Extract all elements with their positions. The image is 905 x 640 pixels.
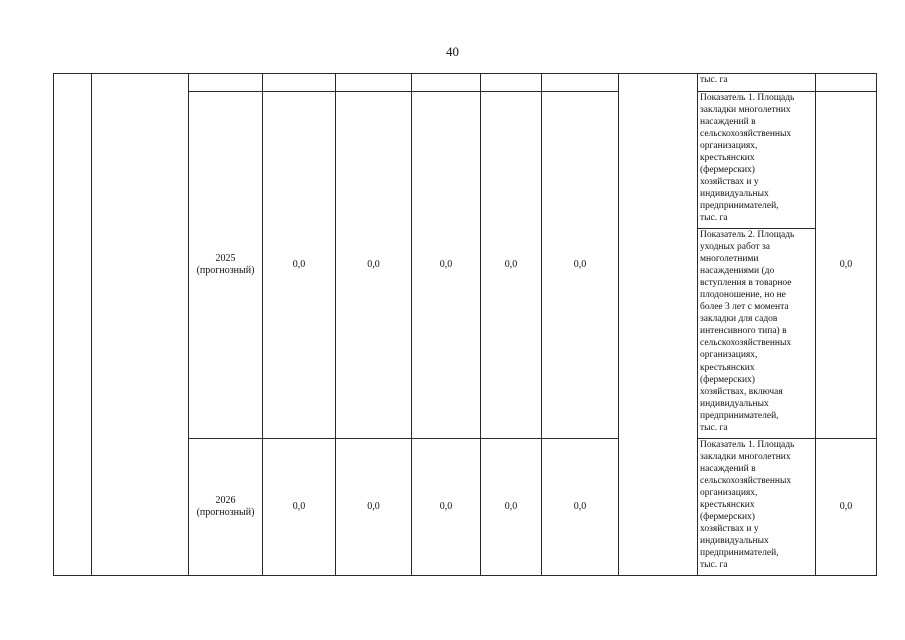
value-cell: 0,0 [439,259,453,270]
year-cell [189,439,262,575]
value-cell: 0,0 [292,501,306,512]
value-cell: 0,0 [573,501,587,512]
value-cell: 0,0 [292,259,306,270]
indicator-value-cell: 0,0 [839,501,853,512]
column-divider [697,73,698,576]
column-divider [91,73,92,576]
year-label: 2026 [215,495,236,506]
value-cell: 0,0 [573,259,587,270]
column-divider [618,73,619,576]
value-cell: 0,0 [367,259,380,270]
indicator-value-cell: 0,0 [839,259,853,270]
indicator-text: Показатель 1. Площадь закладки многолетних насаждений в сельскохозяйственных организациях, крестьянских (фермерских) хозяйствах и у индивидуальных предпринимателей, тыс. га [700,440,795,571]
page-number: 40 [446,44,459,59]
table-border-right [876,73,877,576]
year-note: (прогнозный) [196,265,255,276]
year-label: 2025 [215,253,236,264]
indicator-text: Показатель 1. Площадь закладки многолетних насаждений в сельскохозяйственных организациях, крестьянских (фермерских) хозяйствах и у индивидуальных предпринимателей, тыс. га [700,93,795,224]
column-divider [53,73,54,576]
year-cell [189,92,262,438]
indicator-text: Показатель 2. Площадь уходных работ за многолетними насаждениями (до вступления в товарное плодоношение, но не более 3 лет с момента закладки для садов интенсивного типа) в сельскохозяйственных организациях, крестьянских (фермерских) хозяйствах, включая индивидуальных предпринимателей, тыс. га [700,230,795,433]
indicator-text: тыс. га [700,75,728,85]
year-note: (прогнозный) [196,507,255,518]
value-cell: 0,0 [439,501,453,512]
value-cell: 0,0 [504,259,518,270]
value-cell: 0,0 [367,501,380,512]
table-border-bottom [53,575,877,576]
value-cell: 0,0 [504,501,518,512]
